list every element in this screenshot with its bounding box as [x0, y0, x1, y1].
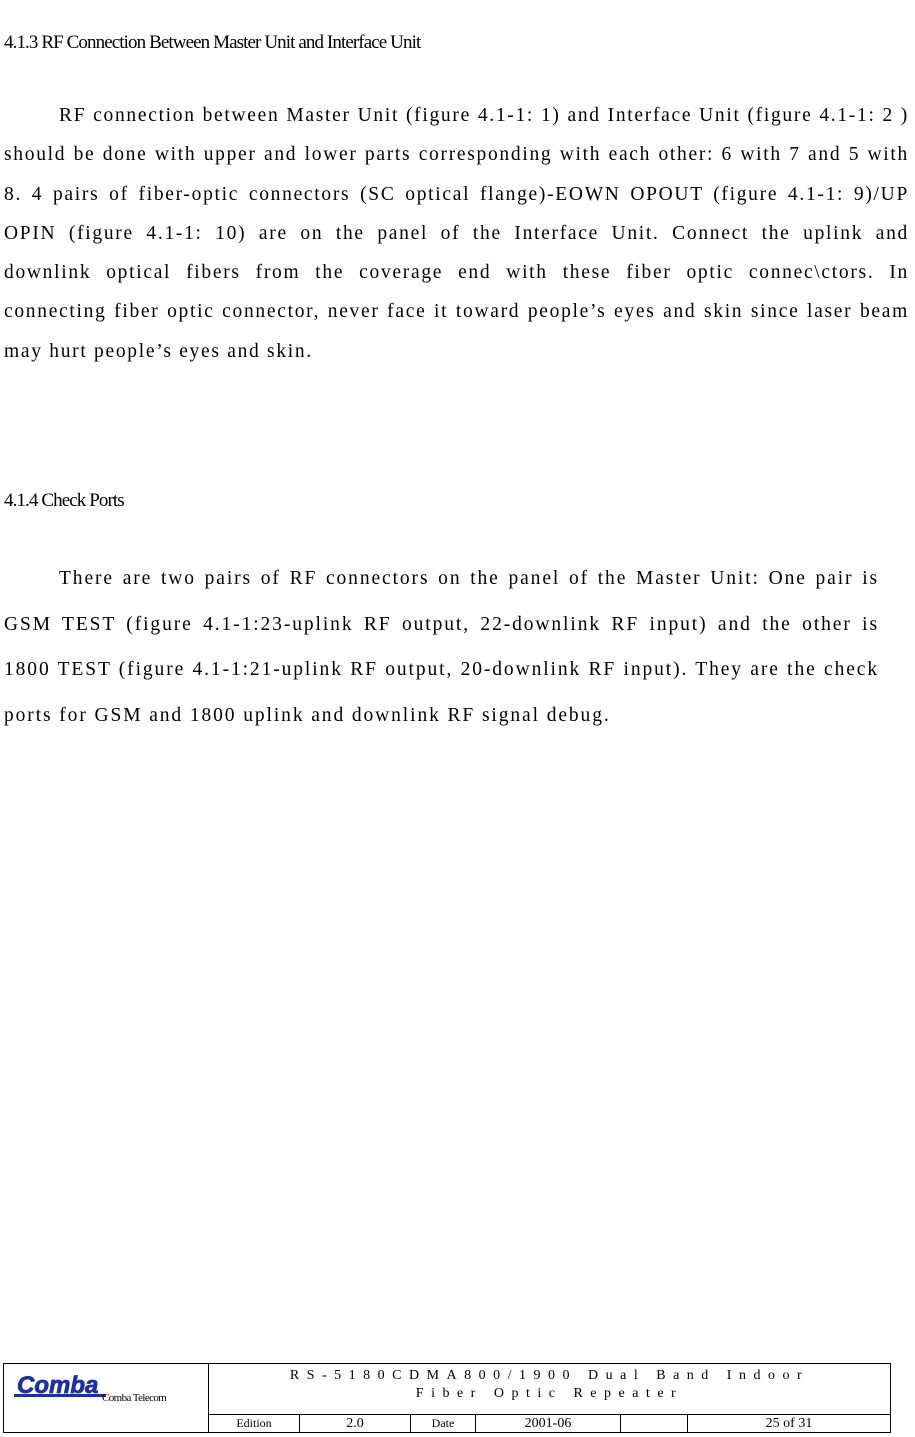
empty-cell [621, 1415, 687, 1432]
document-footer [3, 1363, 891, 1433]
date-label: Date [431, 1416, 455, 1430]
logo-wordmark: Comba [17, 1374, 99, 1399]
edition-label: Edition [236, 1416, 272, 1430]
company-name: Comba Telecom [102, 1392, 167, 1404]
date-value: 2001-06 [524, 1416, 572, 1431]
paragraph-check-ports [4, 556, 879, 738]
section-heading-4-1-4: 4.1.4 Check Ports [4, 490, 124, 511]
section-heading-4-1-3: 4.1.3 RF Connection Between Master Unit and Interface Unit [4, 32, 421, 53]
edition-value: 2.0 [346, 1416, 364, 1431]
logo-cell [4, 1364, 209, 1432]
page-number: 25 of 31 [765, 1416, 813, 1431]
title-cell [209, 1364, 890, 1415]
paragraph-text: RF connection between Master Unit (figure 4.1-1: 1) and Interface Unit (figure 4.1-1: 2 ) should be done with upper and lower parts corresponding with each other: 6 with 7 and 5 with 8. 4 pairs of fiber-optic connectors (SC optical flange)-EOWN OPOUT (figure 4.1-1: 9)/UP OPIN (figure 4.1-1: 10) are on the panel of the Interface Unit. Connect the uplink and downlink optical fibers from the coverage end with these fiber optic connec\ctors. In connecting fiber optic connector, never face it toward people’s eyes and skin since laser beam may hurt people’s eyes and skin. [4, 105, 909, 362]
paragraph-rf-connection [4, 96, 909, 371]
comba-logo [14, 1374, 106, 1402]
paragraph-text: There are two pairs of RF connectors on the panel of the Master Unit: One pair is GSM TEST (figure 4.1-1:23-uplink RF output, 22-downlink RF input) and the other is 1800 TEST (figure 4.1-1:21-uplink RF output, 20-downlink RF input). They are the check ports for GSM and 1800 uplink and downlink RF signal debug. [4, 568, 879, 726]
document-title: RS-5180CDMA800/1900 Dual Band Indoor Fiber Optic Repeater [289, 1368, 810, 1401]
